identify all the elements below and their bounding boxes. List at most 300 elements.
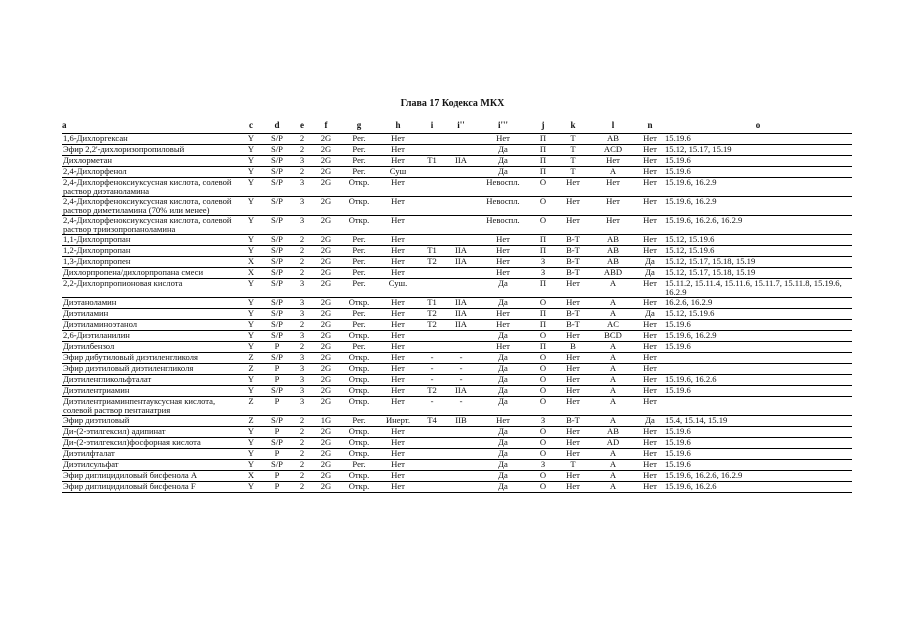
table-cell-i (418, 145, 446, 156)
table-cell-i3: Невоспл. (476, 197, 530, 216)
table-cell-o: 15.11.2, 15.11.4, 15.11.6, 15.11.7, 15.11.8, 15.19.6, 16.2.9 (664, 279, 852, 298)
table-cell-i (418, 427, 446, 438)
table-cell-j: П (530, 156, 556, 167)
table-row (62, 156, 852, 167)
table-cell-i: T1 (418, 246, 446, 257)
table-cell-n: Нет (636, 246, 664, 257)
table-cell-h: Нет (378, 427, 418, 438)
table-cell-j: О (530, 471, 556, 482)
table-cell-e: 2 (292, 471, 312, 482)
table-cell-h: Нет (378, 246, 418, 257)
substance-name-cell: 2,6-Диэтиланилин (62, 331, 240, 342)
column-header-o: o (664, 116, 852, 134)
table-cell-h: Нет (378, 197, 418, 216)
table-cell-k: Нет (556, 397, 590, 416)
table-cell-k: Т (556, 145, 590, 156)
table-cell-n: Нет (636, 320, 664, 331)
table-cell-c: Y (240, 342, 262, 353)
table-cell-j: О (530, 482, 556, 493)
table-cell-d: S/P (262, 235, 292, 246)
substance-name-cell: Диэтилсульфат (62, 460, 240, 471)
table-cell-g: Откр. (340, 178, 378, 197)
table-cell-i3: Да (476, 427, 530, 438)
table-cell-j: П (530, 167, 556, 178)
table-cell-i (418, 482, 446, 493)
column-header-i: i (418, 116, 446, 134)
table-cell-i3: Нет (476, 257, 530, 268)
table-cell-d: P (262, 482, 292, 493)
table-cell-n: Нет (636, 156, 664, 167)
table-cell-n: Нет (636, 331, 664, 342)
column-header-k: k (556, 116, 590, 134)
substance-name-cell: Ди-(2-этилгексил) адипинат (62, 427, 240, 438)
table-cell-i3: Нет (476, 320, 530, 331)
table-cell-j: П (530, 279, 556, 298)
table-row (62, 449, 852, 460)
table-cell-n: Нет (636, 298, 664, 309)
table-cell-i (418, 197, 446, 216)
table-cell-i: T2 (418, 386, 446, 397)
table-cell-k: Нет (556, 298, 590, 309)
table-cell-j: О (530, 397, 556, 416)
table-cell-f: 1G (312, 416, 340, 427)
table-cell-o: 15.12, 15.17, 15.19 (664, 145, 852, 156)
table-cell-j: П (530, 246, 556, 257)
table-cell-c: Y (240, 375, 262, 386)
table-row (62, 320, 852, 331)
table-cell-g: Откр. (340, 427, 378, 438)
table-cell-f: 2G (312, 353, 340, 364)
table-cell-g: Рег. (340, 416, 378, 427)
table-cell-n: Нет (636, 460, 664, 471)
table-cell-j: З (530, 460, 556, 471)
table-cell-l: A (590, 397, 636, 416)
table-cell-i2: IIA (446, 156, 476, 167)
table-cell-i3: Да (476, 471, 530, 482)
table-cell-i3: Да (476, 386, 530, 397)
table-cell-g: Откр. (340, 375, 378, 386)
table-cell-i (418, 460, 446, 471)
table-cell-d: S/P (262, 145, 292, 156)
table-cell-i2 (446, 342, 476, 353)
table-cell-d: P (262, 397, 292, 416)
table-cell-o: 15.19.6 (664, 134, 852, 145)
table-cell-c: Y (240, 320, 262, 331)
table-cell-l: A (590, 353, 636, 364)
table-cell-g: Рег. (340, 342, 378, 353)
table-cell-i2 (446, 178, 476, 197)
table-row (62, 197, 852, 216)
table-cell-i3: Да (476, 449, 530, 460)
table-cell-o (664, 364, 852, 375)
substance-name-cell: 2,4-Дихлорфеноксиуксусная кислота, солевой раствор диэтаноламина (62, 178, 240, 197)
table-cell-j: П (530, 134, 556, 145)
table-cell-h: Нет (378, 235, 418, 246)
table-row (62, 438, 852, 449)
table-cell-i2: IIA (446, 320, 476, 331)
table-cell-j: З (530, 268, 556, 279)
table-cell-h: Нет (378, 364, 418, 375)
table-cell-n: Нет (636, 235, 664, 246)
table-cell-o: 16.2.6, 16.2.9 (664, 298, 852, 309)
table-cell-e: 2 (292, 449, 312, 460)
table-cell-c: Y (240, 309, 262, 320)
table-cell-l: A (590, 416, 636, 427)
table-cell-j: З (530, 257, 556, 268)
table-row (62, 298, 852, 309)
table-cell-i2: - (446, 375, 476, 386)
table-cell-l: AB (590, 427, 636, 438)
table-cell-j: П (530, 320, 556, 331)
table-cell-i2 (446, 471, 476, 482)
table-cell-i3: Нет (476, 246, 530, 257)
table-cell-c: Y (240, 134, 262, 145)
table-cell-i3: Да (476, 279, 530, 298)
table-cell-h: Нет (378, 320, 418, 331)
table-cell-i2: - (446, 364, 476, 375)
table-cell-n: Нет (636, 449, 664, 460)
table-cell-i3: Нет (476, 268, 530, 279)
table-cell-n: Нет (636, 397, 664, 416)
table-cell-k: B-T (556, 268, 590, 279)
table-cell-n: Нет (636, 386, 664, 397)
table-cell-j: П (530, 145, 556, 156)
table-cell-i3: Невоспл. (476, 178, 530, 197)
table-cell-f: 2G (312, 460, 340, 471)
table-cell-h: Нет (378, 298, 418, 309)
table-cell-h: Нет (378, 268, 418, 279)
table-cell-e: 2 (292, 482, 312, 493)
table-cell-e: 2 (292, 167, 312, 178)
table-cell-i2: - (446, 353, 476, 364)
table-cell-k: Нет (556, 364, 590, 375)
page-title: Глава 17 Кодекса МКХ (400, 98, 505, 109)
substance-name-cell: Дихлорметан (62, 156, 240, 167)
table-cell-h: Нет (378, 386, 418, 397)
table-cell-d: P (262, 375, 292, 386)
table-cell-e: 3 (292, 364, 312, 375)
table-cell-i (418, 438, 446, 449)
table-cell-d: S/P (262, 134, 292, 145)
table-row (62, 364, 852, 375)
table-cell-i (418, 216, 446, 235)
table-cell-o: 15.12, 15.17, 15.18, 15.19 (664, 257, 852, 268)
table-cell-l: A (590, 471, 636, 482)
table-cell-i2: IIA (446, 257, 476, 268)
table-cell-e: 2 (292, 427, 312, 438)
substance-name-cell: 2,4-Дихлорфенол (62, 167, 240, 178)
table-cell-n: Да (636, 416, 664, 427)
table-cell-d: S/P (262, 197, 292, 216)
table-cell-k: B-T (556, 246, 590, 257)
table-cell-o: 15.12, 15.17, 15.18, 15.19 (664, 268, 852, 279)
table-cell-k: Т (556, 460, 590, 471)
table-cell-d: S/P (262, 246, 292, 257)
table-cell-j: П (530, 342, 556, 353)
table-cell-j: О (530, 375, 556, 386)
table-cell-l: A (590, 279, 636, 298)
table-cell-g: Рег. (340, 246, 378, 257)
table-cell-h: Нет (378, 134, 418, 145)
table-cell-f: 2G (312, 320, 340, 331)
table-cell-i (418, 178, 446, 197)
table-cell-o: 15.19.6 (664, 438, 852, 449)
table-cell-o: 15.19.6 (664, 156, 852, 167)
table-cell-i2 (446, 279, 476, 298)
table-cell-d: S/P (262, 156, 292, 167)
table-cell-c: Z (240, 364, 262, 375)
table-cell-k: Нет (556, 449, 590, 460)
table-cell-g: Откр. (340, 386, 378, 397)
table-row (62, 216, 852, 235)
substance-name-cell: 2,2-Дихлорпропионовая кислота (62, 279, 240, 298)
table-cell-g: Рег. (340, 460, 378, 471)
table-cell-i2: IIA (446, 386, 476, 397)
table-cell-l: A (590, 364, 636, 375)
table-cell-i3: Да (476, 364, 530, 375)
table-cell-e: 3 (292, 353, 312, 364)
table-cell-e: 2 (292, 246, 312, 257)
table-cell-l: A (590, 375, 636, 386)
table-cell-i2 (446, 482, 476, 493)
table-cell-d: P (262, 471, 292, 482)
table-cell-j: З (530, 416, 556, 427)
column-header-c: c (240, 116, 262, 134)
table-cell-g: Рег. (340, 320, 378, 331)
table-cell-g: Рег. (340, 235, 378, 246)
substance-name-cell: Диэтилфталат (62, 449, 240, 460)
table-cell-h: Нет (378, 375, 418, 386)
table-cell-i (418, 331, 446, 342)
table-cell-c: Y (240, 145, 262, 156)
table-cell-o: 15.12, 15.19.6 (664, 309, 852, 320)
table-cell-e: 2 (292, 320, 312, 331)
table-cell-c: X (240, 257, 262, 268)
column-header-l: l (590, 116, 636, 134)
table-cell-i2: - (446, 397, 476, 416)
table-cell-e: 3 (292, 156, 312, 167)
table-cell-c: Y (240, 197, 262, 216)
substance-name-cell: Диэтиленгликольфталат (62, 375, 240, 386)
table-cell-l: A (590, 460, 636, 471)
table-cell-o: 15.19.6, 16.2.6 (664, 375, 852, 386)
table-cell-l: A (590, 167, 636, 178)
table-cell-i2 (446, 235, 476, 246)
table-cell-d: S/P (262, 331, 292, 342)
table-cell-i3: Нет (476, 309, 530, 320)
table-cell-e: 2 (292, 235, 312, 246)
table-row (62, 397, 852, 416)
table-cell-i (418, 167, 446, 178)
table-cell-d: S/P (262, 167, 292, 178)
table-cell-l: AD (590, 438, 636, 449)
table-cell-o: 15.19.6 (664, 460, 852, 471)
table-cell-i3: Да (476, 145, 530, 156)
table-cell-d: S/P (262, 438, 292, 449)
table-cell-g: Откр. (340, 471, 378, 482)
table-cell-i3: Да (476, 156, 530, 167)
table-cell-c: Y (240, 178, 262, 197)
table-cell-h: Нет (378, 353, 418, 364)
table-cell-f: 2G (312, 482, 340, 493)
table-cell-i (418, 235, 446, 246)
substance-name-cell: Ди-(2-этилгексил)фосфорная кислота (62, 438, 240, 449)
table-cell-l: Нет (590, 197, 636, 216)
table-cell-n: Нет (636, 375, 664, 386)
table-cell-d: S/P (262, 216, 292, 235)
table-cell-o: 15.19.6, 16.2.6, 16.2.9 (664, 216, 852, 235)
table-cell-i2 (446, 331, 476, 342)
table-cell-l: Нет (590, 216, 636, 235)
table-cell-i2 (446, 145, 476, 156)
table-cell-i3: Да (476, 438, 530, 449)
table-cell-j: П (530, 309, 556, 320)
table-cell-i3: Невоспл. (476, 216, 530, 235)
table-cell-e: 2 (292, 342, 312, 353)
substance-name-cell: 1,3-Дихлорпропен (62, 257, 240, 268)
table-cell-e: 3 (292, 375, 312, 386)
table-cell-c: Y (240, 246, 262, 257)
table-cell-k: Нет (556, 353, 590, 364)
table-cell-i3: Да (476, 331, 530, 342)
table-cell-i: T1 (418, 156, 446, 167)
table-row (62, 167, 852, 178)
table-cell-f: 2G (312, 268, 340, 279)
table-cell-d: P (262, 364, 292, 375)
table-cell-c: Y (240, 331, 262, 342)
table-row (62, 331, 852, 342)
table-cell-h: Нет (378, 438, 418, 449)
substance-name-cell: 1,1-Дихлорпропан (62, 235, 240, 246)
table-cell-k: Нет (556, 386, 590, 397)
table-cell-g: Откр. (340, 438, 378, 449)
table-cell-k: Нет (556, 375, 590, 386)
table-cell-k: Нет (556, 427, 590, 438)
table-row (62, 427, 852, 438)
table-cell-i3: Да (476, 397, 530, 416)
table-row (62, 471, 852, 482)
table-cell-g: Откр. (340, 298, 378, 309)
substance-name-cell: Эфир диэтиловый диэтиленгликоля (62, 364, 240, 375)
table-cell-i: T2 (418, 309, 446, 320)
table-cell-o: 15.19.6 (664, 167, 852, 178)
table-cell-l: Нет (590, 178, 636, 197)
table-cell-n: Нет (636, 279, 664, 298)
column-header-j: j (530, 116, 556, 134)
table-cell-f: 2G (312, 279, 340, 298)
table-cell-d: P (262, 449, 292, 460)
table-cell-e: 2 (292, 145, 312, 156)
table-cell-g: Рег. (340, 156, 378, 167)
table-cell-f: 2G (312, 156, 340, 167)
substance-name-cell: 1,6-Дихлоргексан (62, 134, 240, 145)
table-row (62, 178, 852, 197)
table-row (62, 309, 852, 320)
table-cell-i (418, 342, 446, 353)
table-cell-n: Нет (636, 471, 664, 482)
table-row (62, 257, 852, 268)
table-cell-o: 15.19.6 (664, 427, 852, 438)
table-cell-f: 2G (312, 342, 340, 353)
table-cell-e: 3 (292, 386, 312, 397)
table-cell-o: 15.19.6 (664, 386, 852, 397)
table-cell-f: 2G (312, 197, 340, 216)
table-cell-e: 2 (292, 268, 312, 279)
substance-name-cell: 2,4-Дихлорфеноксиуксусная кислота, солевой раствор диметиламина (70% или менее) (62, 197, 240, 216)
table-cell-d: S/P (262, 353, 292, 364)
column-header-g: g (340, 116, 378, 134)
table-cell-g: Откр. (340, 216, 378, 235)
table-cell-g: Рег. (340, 145, 378, 156)
table-cell-n: Да (636, 309, 664, 320)
table-cell-i3: Да (476, 460, 530, 471)
table-cell-d: P (262, 427, 292, 438)
table-cell-i (418, 268, 446, 279)
table-cell-e: 2 (292, 416, 312, 427)
table-cell-j: О (530, 449, 556, 460)
table-cell-j: О (530, 216, 556, 235)
table-cell-i2: IIB (446, 416, 476, 427)
table-cell-f: 2G (312, 364, 340, 375)
table-cell-n: Нет (636, 197, 664, 216)
table-cell-i3: Нет (476, 134, 530, 145)
table-cell-k: B-T (556, 257, 590, 268)
table-cell-i3: Да (476, 375, 530, 386)
table-cell-i2 (446, 197, 476, 216)
table-cell-k: Т (556, 156, 590, 167)
table-cell-e: 3 (292, 331, 312, 342)
table-cell-f: 2G (312, 309, 340, 320)
table-row (62, 268, 852, 279)
table-cell-d: S/P (262, 320, 292, 331)
table-row (62, 375, 852, 386)
table-cell-n: Нет (636, 427, 664, 438)
table-cell-i (418, 279, 446, 298)
table-cell-j: О (530, 298, 556, 309)
table-cell-i: - (418, 397, 446, 416)
table-cell-o: 15.19.6, 16.2.9 (664, 331, 852, 342)
column-header-f: f (312, 116, 340, 134)
table-cell-f: 2G (312, 257, 340, 268)
header-row (62, 116, 852, 134)
table-cell-g: Рег. (340, 268, 378, 279)
substance-name-cell: 2,4-Дихлорфеноксиуксусная кислота, солевой раствор триизопропаноламина (62, 216, 240, 235)
table-cell-e: 3 (292, 216, 312, 235)
table-cell-i2 (446, 449, 476, 460)
substance-name-cell: Диэтилентриамин (62, 386, 240, 397)
table-cell-e: 3 (292, 298, 312, 309)
table-cell-i2 (446, 460, 476, 471)
column-header-e: e (292, 116, 312, 134)
table-cell-i3: Нет (476, 235, 530, 246)
table-cell-h: Нет (378, 178, 418, 197)
substance-name-cell: Диэтилбензол (62, 342, 240, 353)
substance-name-cell: Эфир 2,2'-дихлоризопропиловый (62, 145, 240, 156)
table-cell-k: B-T (556, 320, 590, 331)
table-row (62, 482, 852, 493)
table-row (62, 342, 852, 353)
substance-name-cell: Эфир диэтиловый (62, 416, 240, 427)
table-cell-k: Т (556, 167, 590, 178)
table-cell-g: Откр. (340, 482, 378, 493)
table-cell-e: 3 (292, 197, 312, 216)
table-cell-f: 2G (312, 427, 340, 438)
table-cell-o: 15.19.6 (664, 342, 852, 353)
table-cell-o: 15.19.6, 16.2.6 (664, 482, 852, 493)
table-cell-g: Рег. (340, 167, 378, 178)
table-cell-i3: Да (476, 353, 530, 364)
table-cell-l: A (590, 298, 636, 309)
